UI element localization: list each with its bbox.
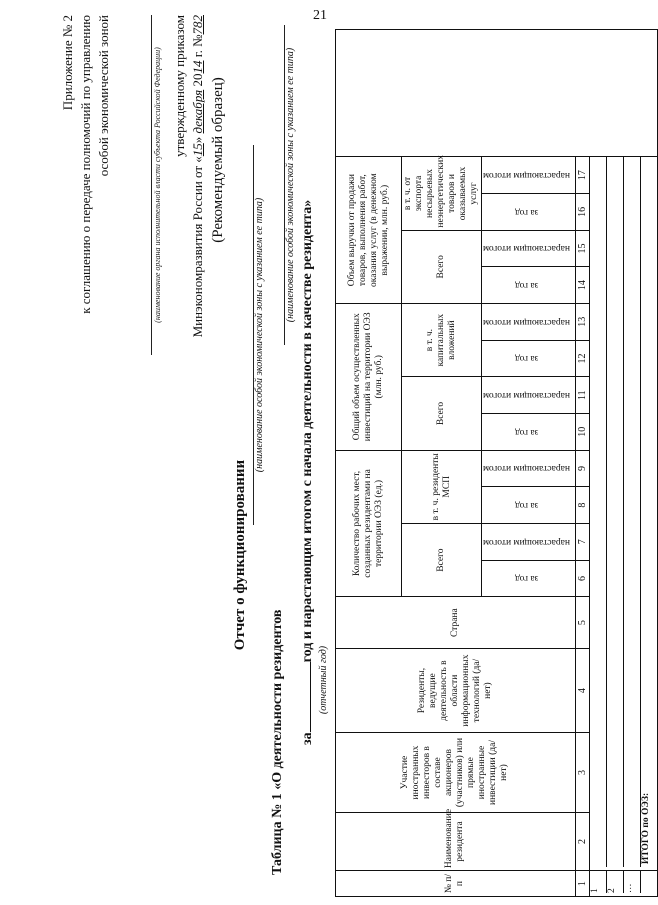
table-row: [607, 157, 624, 867]
ministry-label: Минэкономразвития России от «: [190, 156, 205, 338]
report-title: Отчет о функционировании: [232, 459, 248, 651]
column-number: 8: [575, 487, 589, 524]
blank-margin-column: [336, 30, 658, 157]
header-jobs: Количество рабочих мест, созданных резидентами на территории ОЭЗ (ед.): [336, 450, 402, 597]
period-prefix: за: [300, 732, 315, 745]
subheader-year: за год: [482, 487, 576, 524]
header-revenue-export: в т. ч. от экспорта несырьевых неэнергетических товаров и оказываемых услуг: [402, 157, 482, 230]
order-date-sep: »: [190, 133, 205, 144]
column-number: 7: [575, 523, 589, 560]
subheader-cumulative: нарастающим итогом: [482, 523, 576, 560]
row-number: 2: [607, 871, 624, 893]
header-country: Страна: [336, 597, 576, 649]
subheader-cumulative: нарастающим итогом: [482, 230, 576, 267]
subheader-cumulative: нарастающим итогом: [482, 303, 576, 340]
row-number-empty: [641, 871, 657, 893]
order-month: декабря: [190, 89, 205, 134]
order-number: 782: [190, 15, 205, 35]
column-number: 9: [575, 450, 589, 487]
zone-caption: (наименование особой экономической зоны с указанием ее типа): [254, 197, 265, 473]
header-invest-capital: в т. ч. капитальных вложений: [402, 303, 482, 376]
ministry-order: [190, 15, 206, 345]
column-number: 12: [575, 340, 589, 377]
column-number: 2: [575, 812, 589, 870]
authority-caption: (наименование органа исполнительной власти субъекта Российской Федерации): [153, 47, 162, 323]
authority-blank-line: [150, 15, 152, 355]
report-period: [300, 25, 316, 745]
header-jobs-total: Всего: [402, 523, 482, 596]
column-number: 5: [575, 597, 589, 649]
table-row: [624, 157, 641, 867]
header-revenue: Объем выручки от продажи товаров, выполнения работ, оказания услуг (в денежном выражении, млн. руб.): [336, 157, 402, 304]
row-numbers: [589, 871, 657, 897]
header-foreign-investors: Участие иностранных инвесторов в составе акционеров (участников) или прямые иностранные инвестиции (да/нет): [336, 733, 576, 813]
subheader-year: за год: [482, 413, 576, 450]
year-blank: [310, 662, 311, 732]
order-day: 15: [190, 143, 205, 157]
column-number: 10: [575, 413, 589, 450]
column-number: 17: [575, 157, 589, 194]
recommended-sample: (Рекомендуемый образец): [210, 77, 226, 243]
total-row: ИТОГО по ОЭЗ:: [640, 792, 651, 865]
table-row: [590, 157, 607, 867]
column-number: 6: [575, 560, 589, 597]
subheader-year: за год: [482, 193, 576, 230]
subheader-cumulative: нарастающим итогом: [482, 157, 576, 194]
column-number: 14: [575, 267, 589, 304]
order-year: 14: [190, 60, 205, 74]
order-number-label: г. №: [190, 34, 205, 61]
subheader-cumulative: нарастающим итогом: [482, 450, 576, 487]
row-number: 1: [590, 871, 607, 893]
period-suffix: год и нарастающим итогом с начала деятельности в качестве резидента»: [300, 199, 315, 663]
annex-line-1: Приложение № 2: [60, 15, 75, 111]
table-title: Таблица № 1 «О деятельности резидентов: [270, 609, 285, 875]
row-number: …: [624, 871, 641, 893]
header-number: № п/п: [336, 871, 576, 897]
header-invest-total: Всего: [402, 377, 482, 450]
column-number: 1: [575, 871, 589, 897]
subheader-year: за год: [482, 560, 576, 597]
data-area: [589, 157, 657, 871]
column-numbers-row: [575, 30, 589, 897]
column-number: 11: [575, 377, 589, 414]
subheader-year: за год: [482, 340, 576, 377]
column-number: 16: [575, 193, 589, 230]
data-rows-block: [589, 30, 657, 897]
header-revenue-total: Всего: [402, 230, 482, 303]
column-number: 4: [575, 649, 589, 733]
column-number: 3: [575, 733, 589, 813]
subheader-cumulative: нарастающим итогом: [482, 377, 576, 414]
column-number: 13: [575, 303, 589, 340]
header-it-residents: Резиденты, ведущие деятельность в области информационных технологий (да/нет): [336, 649, 576, 733]
header-jobs-msp: в т. ч. резиденты МСП: [402, 450, 482, 523]
subheader-year: за год: [482, 267, 576, 304]
annex-line-3: особой экономической зоной: [96, 15, 111, 177]
residents-table: [335, 29, 658, 897]
zone-caption-2: (наименование особой экономической зоны с указанием ее типа): [285, 47, 296, 323]
annex-line-2: к соглашению о передаче полномочий по управлению: [78, 15, 93, 314]
header-investments: Общий объем осуществленных инвестиций на территории ОЭЗ (млн. руб.): [336, 303, 402, 450]
approved-by: утвержденному приказом: [172, 15, 187, 157]
page-number: 21: [313, 8, 327, 23]
order-year-prefix: 20: [190, 73, 205, 90]
year-caption: (отчетный год): [318, 645, 329, 715]
header-resident-name: Наименование резидента: [336, 812, 576, 870]
column-number: 15: [575, 230, 589, 267]
